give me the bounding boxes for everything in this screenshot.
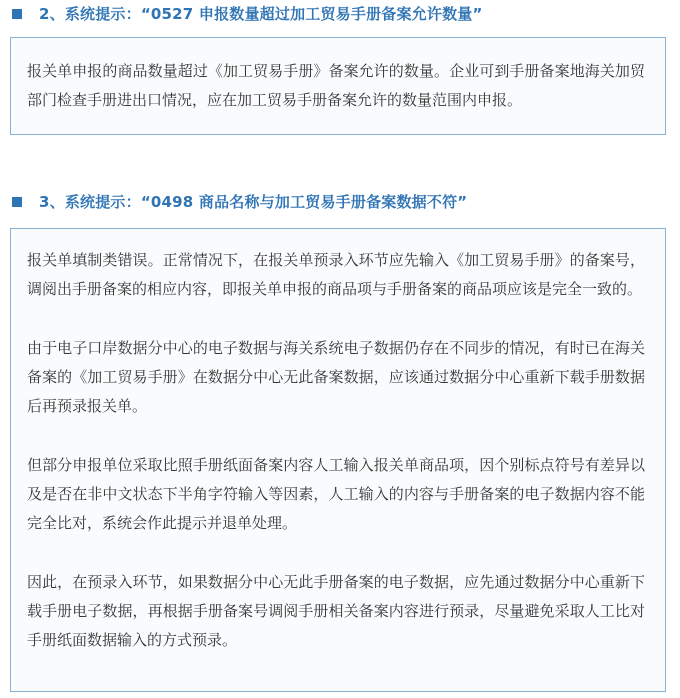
section-2-paragraph-1: 报关单申报的商品数量超过《加工贸易手册》备案允许的数量。企业可到手册备案地海关加贸部门检查手册进出口情况，应在加工贸易手册备案允许的数量范围内申报。 [27, 62, 645, 109]
section-3-paragraph-1: 报关单填制类错误。正常情况下，在报关单预录入环节应先输入《加工贸易手册》的备案号，调阅出手册备案的相应内容，即报关单申报的商品项与手册备案的商品项应该是完全一致的。 [27, 251, 645, 298]
section-2-content-box [10, 37, 666, 135]
section-3-heading [12, 191, 467, 212]
square-bullet-icon [12, 9, 22, 19]
section-2-heading-text: 2、系统提示：“0527 申报数量超过加工贸易手册备案允许数量” [39, 5, 483, 23]
section-3-content-box [10, 228, 666, 692]
section-3-paragraph-3: 但部分申报单位采取比照手册纸面备案内容人工输入报关单商品项，因个别标点符号有差异以及是否在非中文状态下半角字符输入等因素，人工输入的内容与手册备案的电子数据内容不能完全比对，系统会作此提示并退单处理。 [27, 456, 645, 532]
section-3-heading-text: 3、系统提示：“0498 商品名称与加工贸易手册备案数据不符” [39, 193, 468, 211]
section-3-paragraph-4: 因此，在预录入环节，如果数据分中心无此手册备案的电子数据，应先通过数据分中心重新下载手册电子数据，再根据手册备案号调阅手册相关备案内容进行预录，尽量避免采取人工比对手册纸面数据输入的方式预录。 [27, 573, 645, 649]
section-3-paragraph-2: 由于电子口岸数据分中心的电子数据与海关系统电子数据仍存在不同步的情况，有时已在海关备案的《加工贸易手册》在数据分中心无此备案数据，应该通过数据分中心重新下载手册数据后再预录报关单。 [27, 339, 645, 415]
square-bullet-icon [12, 197, 22, 207]
section-2-heading [12, 3, 483, 24]
